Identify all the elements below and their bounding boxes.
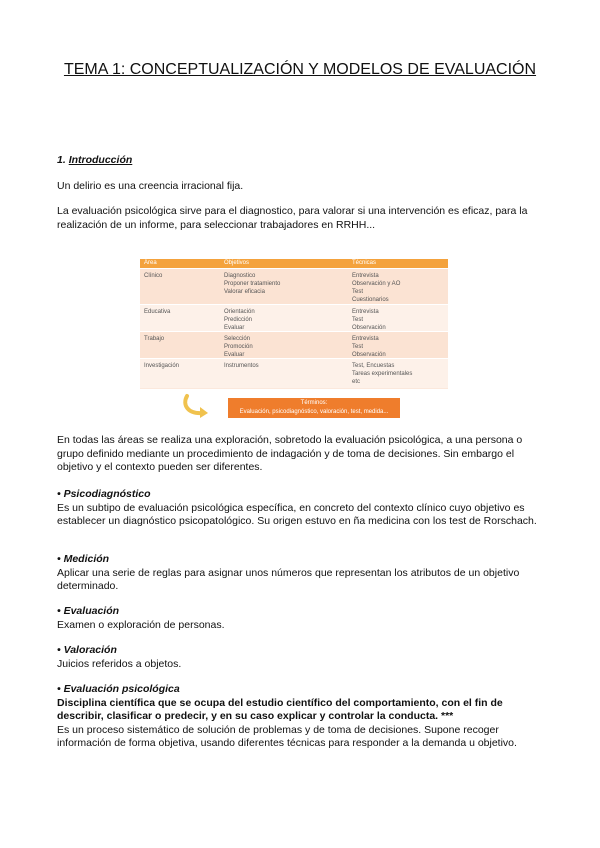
intro-paragraph-1: Un delirio es una creencia irracional fija. [57,180,244,192]
table-header [140,259,448,268]
section-psicodiagnostico [57,488,542,529]
table-cell: Predicción [224,317,253,323]
page-title: TEMA 1: CONCEPTUALIZACIÓN Y MODELOS DE EVALUACIÓN [63,61,537,78]
table-cell: Trabajo [144,336,165,342]
table-cell: Investigación [144,363,180,369]
table-cell: Instrumentos [224,363,259,369]
heading-text: Introducción [68,154,133,166]
table-cell: Educativa [144,309,171,315]
intro-paragraph-2: La evaluación psicológica sirve para el diagnostico, para valorar si una intervención es eficaz, para la realización de un informe, para seleccionar trabajadores en RRHH... [57,205,528,231]
table-row [140,331,448,358]
table-cell: Test [352,289,364,295]
table-cell: Proponer tratamiento [224,281,281,287]
section-head: • Valoración [57,644,117,656]
terms-title: Términos: [300,400,328,406]
section-text: Aplicar una serie de reglas para asignar unos números que representan los atributos de un objetivo determinado. [57,566,520,592]
table-cell: Valorar eficacia [224,289,265,295]
table-cell: Entrevista [352,336,379,342]
section-valoracion [57,644,542,671]
section-head: • Evaluación psicológica [57,683,180,695]
table-row [140,358,448,388]
table-cell: Entrevista [352,273,379,279]
table-header-cell: Área [144,260,157,266]
terms-text: Evaluación, psicodiagnóstico, valoración, test, medida... [239,409,389,415]
areas-table-figure [140,259,448,389]
section-evaluacion [57,605,542,632]
table-cell: Test [352,344,364,350]
table-row [140,268,448,304]
terms-box [228,398,400,418]
table-cell: Test, Encuestas [352,363,395,369]
paragraph-areas: En todas las áreas se realiza una exploración, sobretodo la evaluación psicológica, a una persona o grupo definido mediante un procedimiento de indagación y de toma de decisiones. Sin embargo el objetivo y el contexto pueden ser diferentes. [57,434,523,473]
section-head: • Medición [57,553,110,565]
table-cell: Entrevista [352,309,379,315]
section-text: Es un proceso sistemático de solución de problemas y de toma de decisiones. Supone recoger información de forma objetiva, usando diferentes técnicas para responder a la demanda u objetivo. [57,723,517,749]
table-header-cell: Técnicas [352,260,377,266]
table-header-cell: Objetivos [224,260,250,266]
table-cell: Test [352,317,364,323]
heading-number: 1. [57,154,66,166]
table-cell: Observación [352,325,386,331]
section-text: Es un subtipo de evaluación psicológica específica, en concreto del contexto clínico cuyo objetivo es establecer un diagnóstico psicopatológico. Su origen estuvo en ña medicina con los test de Rorschach. [57,501,537,527]
section-evaluacion-psicologica [57,683,542,751]
table-cell: Tareas experimentales [352,371,413,377]
curved-arrow-icon [180,393,210,419]
table-cell: Observación [352,352,386,358]
table-cell: Evaluar [224,325,245,331]
section-head: • Psicodiagnóstico [57,488,151,500]
table-cell: Evaluar [224,352,245,358]
table-row [140,304,448,331]
table-cell: Orientación [224,309,255,315]
section-head: • Evaluación [57,605,120,617]
table-cell: Clínico [144,273,163,279]
section-text: Juicios referidos a objetos. [57,657,182,670]
section-heading-introduccion [57,154,132,166]
table-cell: Diagnostico [224,273,256,279]
table-cell: Selección [224,336,251,342]
table-cell: Observación y AO [352,281,401,287]
section-text: Examen o exploración de personas. [57,618,225,631]
section-definition: Disciplina científica que se ocupa del estudio científico del comportamiento, con el fin de describir, clasificar o predecir, y en su caso explicar y controlar la conducta. *** [57,696,503,722]
table-cell: Promoción [224,344,253,350]
section-medicion [57,553,542,594]
table-cell: etc [352,379,361,385]
table-cell: Cuestionarios [352,297,389,303]
